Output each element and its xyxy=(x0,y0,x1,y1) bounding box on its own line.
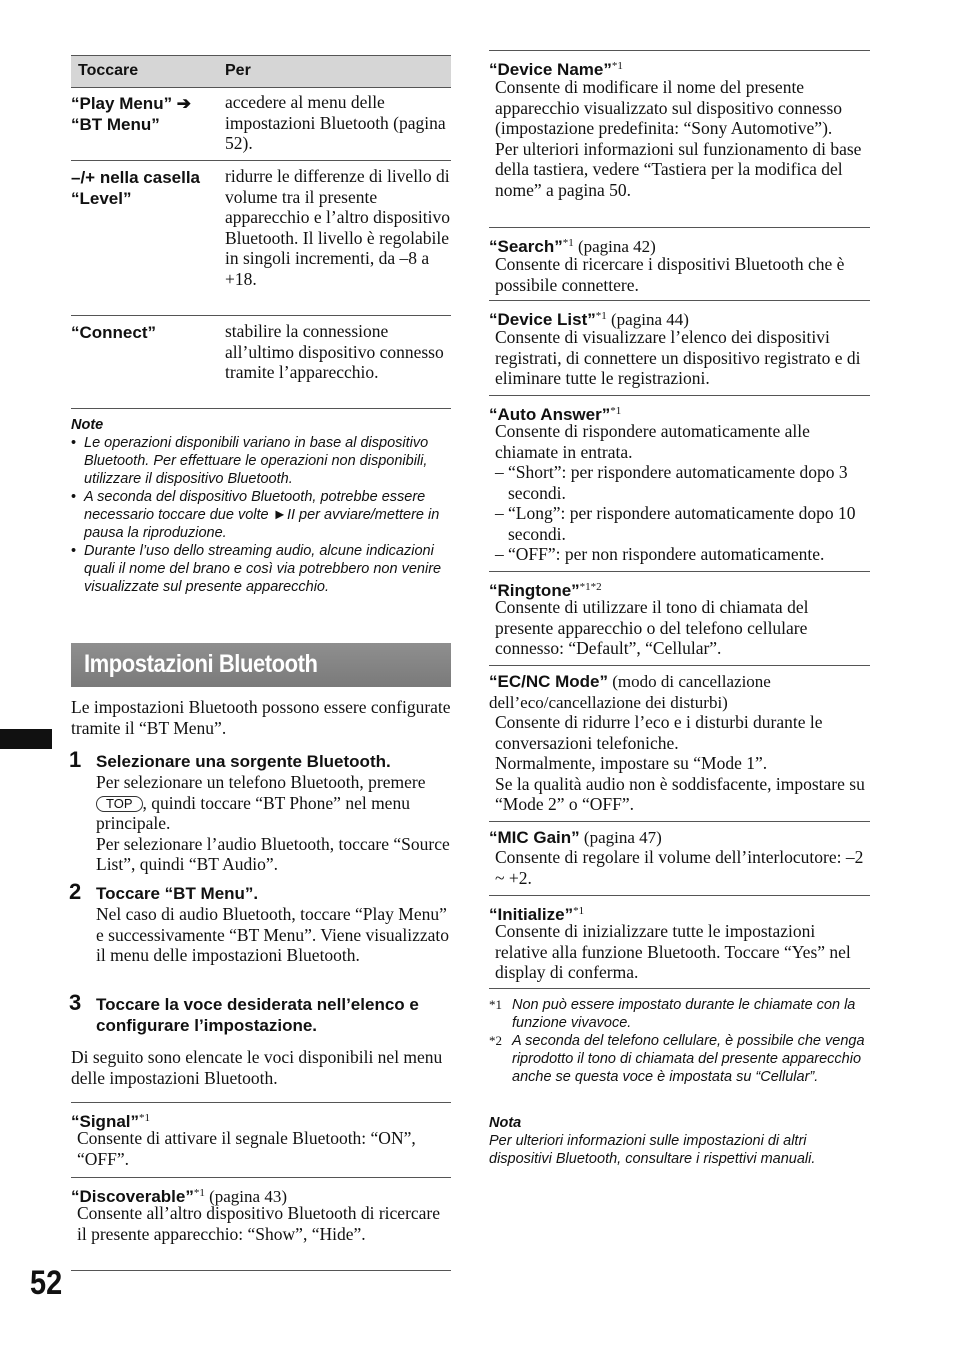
setting-text: Consente di rispondere automaticamente alle chiamate in entrata. xyxy=(495,421,810,462)
step-title: Selezionare una sorgente Bluetooth. xyxy=(96,752,391,771)
setting-description: Consente di ricercare i dispositivi Bluetooth che è possibile connettere. xyxy=(495,254,845,295)
setting-description: Consente di attivare il segnale Bluetooth: “ON”, “OFF”. xyxy=(77,1128,416,1169)
setting-text: Normalmente, impostare su “Mode 1”. xyxy=(495,753,768,773)
table-cell-value: ridurre le differenze di livello di volume tra il presente apparecchio e l’altro dispositivo Bluetooth. Il livello è regolabile in singoli incrementi, da –8 a +18. xyxy=(225,166,450,289)
setting-search xyxy=(489,227,870,300)
table-cell-key: “Connect” xyxy=(71,323,156,342)
setting-name: “EC/NC Mode” xyxy=(489,672,608,691)
table-cell-value: accedere al menu delle impostazioni Bluetooth (pagina 52). xyxy=(225,92,446,153)
top-button-symbol: TOP xyxy=(96,796,143,812)
footnote-mark: *1 xyxy=(562,237,574,249)
page-number: 52 xyxy=(30,1264,63,1302)
table-cell-key: –/+ nella casella “Level” xyxy=(71,168,201,208)
table-header xyxy=(71,55,451,88)
table-header-purpose: Per xyxy=(225,62,251,79)
section-tab-marker xyxy=(0,729,52,749)
footnote-2 xyxy=(489,1032,870,1086)
setting-description: Consente di utilizzare il tono di chiamata del presente apparecchio o del telefono cellulare connesso: “Default”, “Cellular”. xyxy=(495,597,809,658)
setting-subtitle: dell’eco/cancellazione dei disturbi) xyxy=(489,693,728,712)
setting-mic-gain xyxy=(489,821,870,895)
nota-block xyxy=(489,1114,870,1168)
setting-subtitle: (modo di cancellazione xyxy=(608,672,771,691)
table-cell-key: “Play Menu” ➔ “BT Menu” xyxy=(71,94,192,134)
footnote-text: A seconda del telefono cellulare, è possibile che venga riprodotto il tono di chiamata del presente apparecchio anche se questa voce è impostata su “Cellular”. xyxy=(512,1033,865,1085)
footnote-mark: *1 xyxy=(595,310,607,322)
page-reference: (pagina 42) xyxy=(573,237,656,256)
list-intro: Di seguito sono elencate le voci disponibili nel menu delle impostazioni Bluetooth. xyxy=(71,1047,443,1088)
setting-description: Consente di visualizzare l’elenco dei dispositivi registrati, di connettere un dispositivo registrato e di eliminare tutte le registrazioni. xyxy=(495,327,861,388)
setting-text: Se la qualità audio non è soddisfacente, impostare su “Mode 2” o “OFF”. xyxy=(495,773,865,814)
section-title: Impostazioni Bluetooth xyxy=(84,650,318,678)
nota-title: Nota xyxy=(489,1115,522,1131)
option-item: – “OFF”: per non rispondere automaticamente. xyxy=(495,544,870,565)
note-item: • A seconda del dispositivo Bluetooth, potrebbe essere necessario toccare due volte ►II per avviare/mettere in pausa la riproduzione. xyxy=(71,488,451,542)
step-number: 3 xyxy=(69,990,82,1015)
footnote-mark: *1 xyxy=(611,60,623,72)
step-text: Per selezionare l’audio Bluetooth, toccare “Source List”, quindi “BT Audio”. xyxy=(96,833,450,874)
intro-paragraph: Le impostazioni Bluetooth possono essere configurate tramite il “BT Menu”. xyxy=(71,697,451,738)
setting-name: “Device List” xyxy=(489,310,596,329)
step-number: 1 xyxy=(69,747,82,772)
setting-name: “Search” xyxy=(489,237,563,256)
setting-device-list xyxy=(489,300,870,395)
page-reference: (pagina 47) xyxy=(579,828,662,847)
step-body xyxy=(96,772,451,875)
table-row xyxy=(71,316,451,409)
setting-description xyxy=(495,421,870,565)
setting-ec-nc-mode xyxy=(489,665,870,821)
table-row xyxy=(71,161,451,316)
table-row xyxy=(71,87,451,161)
setting-device-name xyxy=(489,50,870,227)
footnote-mark: *1 xyxy=(610,405,622,417)
setting-text: Consente di modificare il nome del presente apparecchio visualizzato sul dispositivo connesso (impostazione predefinita: “Sony Automotive”). xyxy=(495,77,843,138)
note-title: Note xyxy=(71,417,104,433)
step-text: , quindi toccare “BT Phone” nel menu principale. xyxy=(96,792,410,833)
setting-description: Consente all’altro dispositivo Bluetooth di ricercare il presente apparecchio: “Show”, “Hide”. xyxy=(77,1203,441,1244)
page-reference: (pagina 43) xyxy=(204,1187,287,1206)
setting-header xyxy=(489,827,662,848)
setting-description: Consente di inizializzare tutte le impostazioni relative alla funzione Bluetooth. Toccare “Yes” nel display di conferma. xyxy=(495,921,851,982)
page-reference: (pagina 44) xyxy=(606,310,689,329)
option-item: – “Long”: per rispondere automaticamente dopo 10 secondi. xyxy=(495,503,870,544)
setting-auto-answer xyxy=(489,395,870,571)
step-title: Toccare la voce desiderata nell’elenco e configurare l’impostazione. xyxy=(96,995,419,1035)
table-header-touch: Toccare xyxy=(78,62,139,79)
setting-header xyxy=(489,671,771,713)
setting-name: “Ringtone” xyxy=(489,581,580,600)
table-cell-value: stabilire la connessione all’ultimo dispositivo connesso tramite l’apparecchio. xyxy=(225,321,444,382)
nota-text: Per ulteriori informazioni sulle impostazioni di altri dispositivi Bluetooth, consultare i rispettivi manuali. xyxy=(489,1133,816,1167)
option-item: – “Short”: per rispondere automaticamente dopo 3 secondi. xyxy=(495,462,870,503)
section-banner xyxy=(71,643,451,687)
note-item: • Le operazioni disponibili variano in base al dispositivo Bluetooth. Per effettuare le operazioni non disponibili, utilizzare il dispositivo Bluetooth. xyxy=(71,434,451,488)
footnote-mark: *1 xyxy=(139,1112,151,1124)
footnote-mark: *1*2 xyxy=(579,581,602,593)
setting-ringtone xyxy=(489,571,870,665)
footnote-marker: *1 xyxy=(489,997,502,1012)
setting-text: Consente di ridurre l’eco e i disturbi durante le conversazioni telefoniche. xyxy=(495,712,823,753)
step-number: 2 xyxy=(69,879,82,904)
setting-name: “MIC Gain” xyxy=(489,828,580,847)
setting-initialize xyxy=(489,895,870,989)
setting-description xyxy=(495,77,870,200)
footnote-text: Non può essere impostato durante le chiamate con la funzione vivavoce. xyxy=(512,997,856,1031)
step-text: Per selezionare un telefono Bluetooth, premere xyxy=(96,772,426,792)
setting-name: “Signal” xyxy=(71,1112,140,1131)
footnote-mark: *1 xyxy=(573,905,585,917)
note-item: • Durante l’uso dello streaming audio, alcune indicazioni quali il nome del brano e così via potrebbero non venire visualizzate sul presente apparecchio. xyxy=(71,542,451,596)
footnote-mark: *1 xyxy=(193,1187,205,1199)
setting-description xyxy=(495,712,870,815)
note-block xyxy=(71,416,451,596)
setting-name: “Discoverable” xyxy=(71,1187,194,1206)
setting-signal xyxy=(71,1102,451,1177)
setting-name: “Auto Answer” xyxy=(489,405,611,424)
setting-description: Consente di regolare il volume dell’interlocutore: –2 ~ +2. xyxy=(495,847,864,888)
step-title: Toccare “BT Menu”. xyxy=(96,884,259,903)
setting-text: Per ulteriori informazioni sul funzionamento di base della tastiera, vedere “Tastiera per la modifica del nome” a pagina 50. xyxy=(495,138,862,200)
footnote-1 xyxy=(489,996,870,1032)
divider xyxy=(489,988,870,989)
footnote-marker: *2 xyxy=(489,1033,502,1048)
setting-discoverable xyxy=(71,1177,451,1271)
setting-name: “Device Name” xyxy=(489,60,612,79)
divider xyxy=(71,1270,451,1271)
setting-name: “Initialize” xyxy=(489,905,574,924)
step-body: Nel caso di audio Bluetooth, toccare “Play Menu” e successivamente “BT Menu”. Viene visualizzato il menu delle impostazioni Bluetooth. xyxy=(96,904,450,965)
